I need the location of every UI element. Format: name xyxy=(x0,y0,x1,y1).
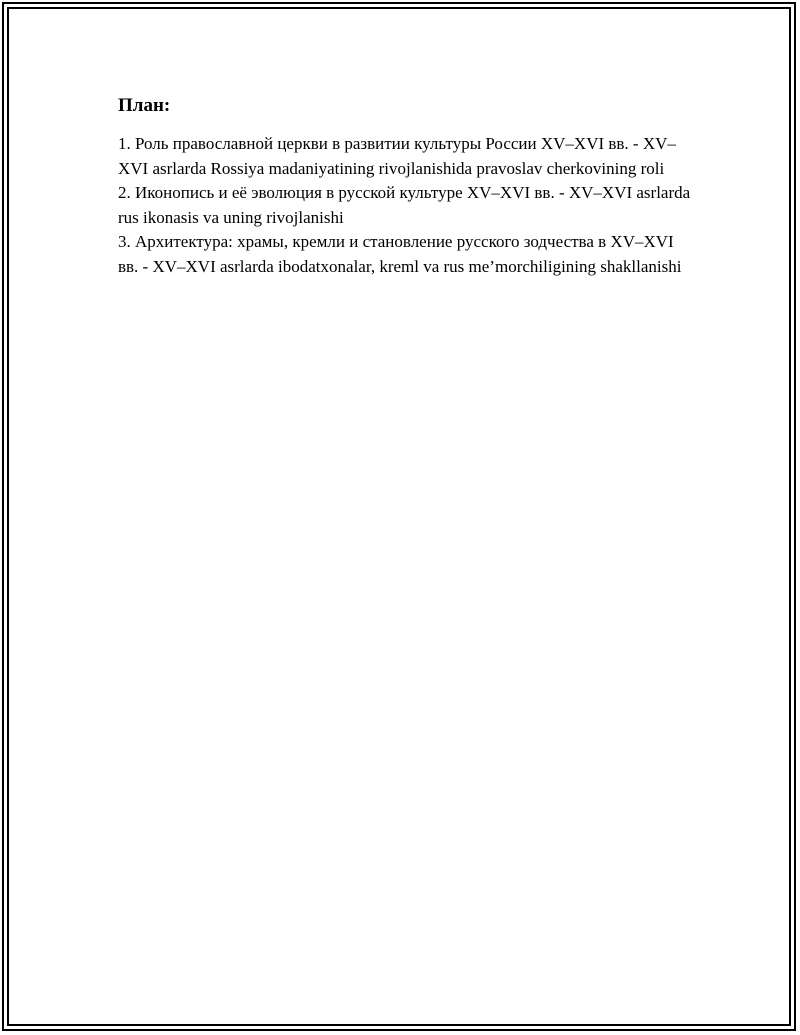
document-body xyxy=(118,94,698,279)
plan-item-2: 2. Иконопись и её эволюция в русской культуре XV–XVI вв. - XV–XVI asrlarda rus ikonasis va uning rivojlanishi xyxy=(118,183,691,227)
plan-item-3: 3. Архитектура: храмы, кремли и становление русского зодчества в XV–XVI вв. - XV–XVI asrlarda ibodatxonalar, kreml va rus me’morchiligining shakllanishi xyxy=(118,232,682,276)
plan-item-1: 1. Роль православной церкви в развитии культуры России XV–XVI вв. - XV–XVI asrlarda Rossiya madaniyatining rivojlanishida pravoslav cherkovining roli xyxy=(118,134,676,178)
plan-heading: План: xyxy=(118,95,171,116)
